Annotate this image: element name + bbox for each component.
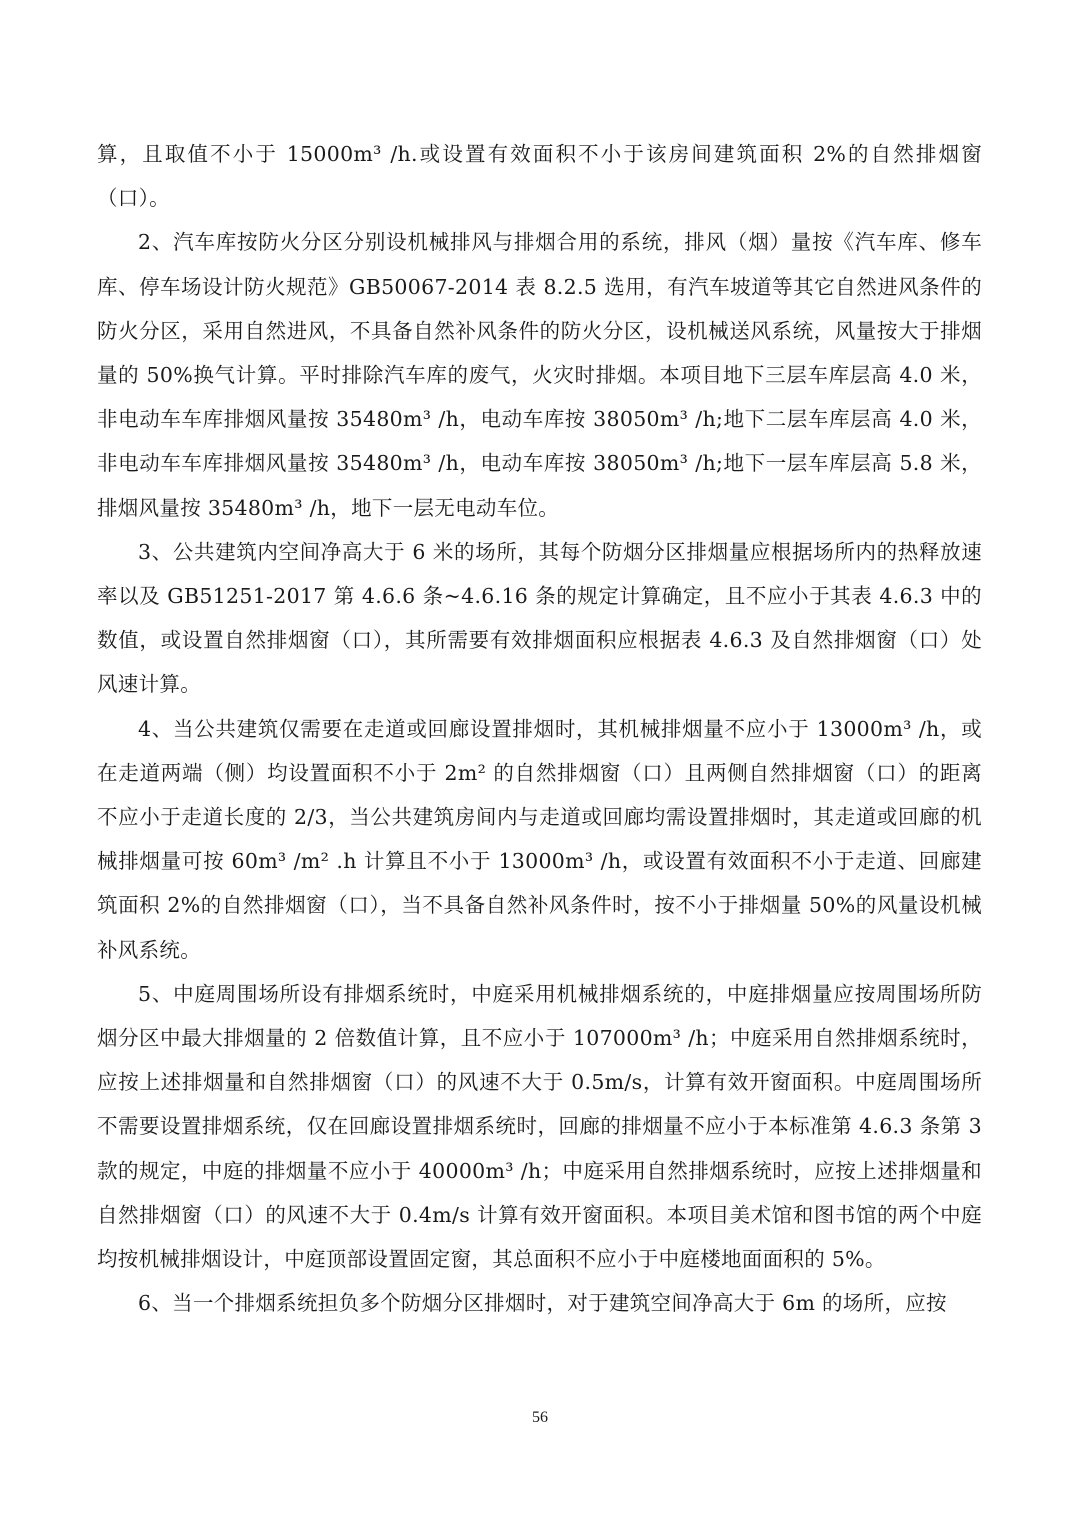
- paragraph-2-garage-smoke-exhaust: 2、汽车库按防火分区分别设机械排风与排烟合用的系统，排风（烟）量按《汽车库、修车库、停车场设计防火规范》GB50067-2014 表 8.2.5 选用，有汽车坡道等其它自然进风条件的防火分区，采用自然进风，不具备自然补风条件的防火分区，设机械送风系统，风量按大于排烟量的 50%换气计算。平时排除汽车库的废气，火灾时排烟。本项目地下三层车库层高 4.0 米，非电动车车库排烟风量按 35480m³ /h，电动车库按 38050m³ /h;地下二层车库层高 4.0 米，非电动车车库排烟风量按 35480m³ /h，电动车库按 38050m³ /h;地下一层车库层高 5.8 米，排烟风量按 35480m³ /h，地下一层无电动车位。: [97, 230, 982, 520]
- paragraph-3-high-space-smoke-exhaust: 3、公共建筑内空间净高大于 6 米的场所，其每个防烟分区排烟量应根据场所内的热释放速率以及 GB51251-2017 第 4.6.6 条~4.6.16 条的规定计算确定，且不应小于其表 4.6.3 中的数值，或设置自然排烟窗（口），其所需要有效排烟面积应根据表 4.6.3 及自然排烟窗（口）处风速计算。: [97, 539, 982, 697]
- paragraph-6-multi-zone-system: 6、当一个排烟系统担负多个防烟分区排烟时，对于建筑空间净高大于 6m 的场所，应按: [138, 1291, 947, 1316]
- page-number: 56: [532, 1409, 548, 1426]
- paragraph-5-atrium-smoke-exhaust: 5、中庭周围场所设有排烟系统时，中庭采用机械排烟系统的，中庭排烟量应按周围场所防烟分区中最大排烟量的 2 倍数值计算，且不应小于 107000m³ /h；中庭采用自然排烟系统时，应按上述排烟量和自然排烟窗（口）的风速不大于 0.5m/s，计算有效开窗面积。中庭周围场所不需要设置排烟系统，仅在回廊设置排烟系统时，回廊的排烟量不应小于本标准第 4.6.3 条第 3 款的规定，中庭的排烟量不应小于 40000m³ /h；中庭采用自然排烟系统时，应按上述排烟量和自然排烟窗（口）的风速不大于 0.4m/s 计算有效开窗面积。本项目美术馆和图书馆的两个中庭均按机械排烟设计，中庭顶部设置固定窗，其总面积不应小于中庭楼地面面积的 5%。: [97, 981, 982, 1272]
- paragraph-4-corridor-smoke-exhaust: 4、当公共建筑仅需要在走道或回廊设置排烟时，其机械排烟量不应小于 13000m³ /h，或在走道两端（侧）均设置面积不小于 2m² 的自然排烟窗（口）且两侧自然排烟窗（口）的距离不应小于走道长度的 2/3，当公共建筑房间内与走道或回廊均需设置排烟时，其走道或回廊的机械排烟量可按 60m³ /m² .h 计算且不小于 13000m³ /h，或设置有效面积不小于走道、回廊建筑面积 2%的自然排烟窗（口），当不具备自然补风条件时，按不小于排烟量 50%的风量设机械补风系统。: [97, 716, 982, 962]
- document-body: [97, 132, 982, 1325]
- paragraph-continuation: 算，且取值不小于 15000m³ /h.或设置有效面积不小于该房间建筑面积 2%的自然排烟窗（口）。: [97, 142, 982, 211]
